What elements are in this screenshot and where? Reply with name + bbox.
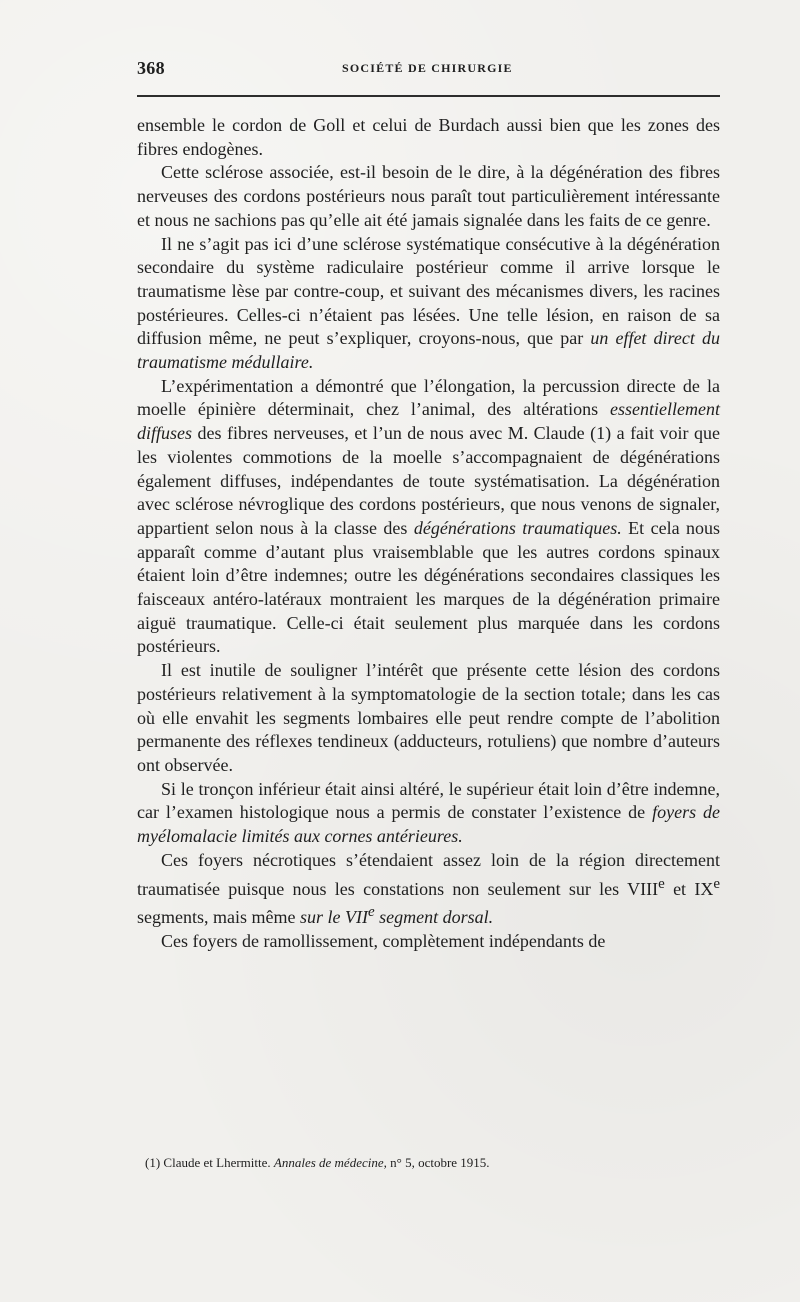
paragraph xyxy=(137,659,720,778)
paragraph xyxy=(137,233,720,375)
header-rule xyxy=(137,95,720,97)
paragraph xyxy=(137,778,720,849)
paragraph-text: Ces foyers de ramollissement, complètement indépendants de xyxy=(161,930,606,951)
paragraph-text: et IX xyxy=(664,878,714,899)
paragraph-text: L’expérimentation a démontré que l’élongation, la percussion directe de la moelle épinière déterminait, chez l’animal, des altérations xyxy=(137,375,720,420)
paragraph-continuation xyxy=(137,114,720,161)
italic-superscript: e xyxy=(367,904,375,921)
paragraph-text: Cette sclérose associée, est-il besoin de le dire, à la dégénération des fibres nerveuses des cordons postérieurs nous paraît tout particulièrement intéressante et nous ne sachions pas qu’elle ait été jamais signalée dans les faits de ce genre. xyxy=(137,162,720,230)
page-header xyxy=(137,58,720,86)
footnote-author: Claude et Lhermitte. xyxy=(163,1155,271,1170)
italic-phrase: un effet direct du traumatisme médullaire. xyxy=(137,328,720,373)
paragraph-text: des fibres nerveuses, et l’un de nous avec M. Claude (1) a fait voir que les violentes commotions de la moelle s’accompagnaient de dégénérations également diffuses, indépendantes de toute systématisation. La dégénération avec sclérose névroglique des cordons postérieurs, que nous venons de signaler, appartient selon nous à la classe des xyxy=(137,423,720,538)
paragraph-text: ensemble le cordon de Goll et celui de Burdach aussi bien que les zones des fibres endogènes. xyxy=(137,115,720,159)
paragraph xyxy=(137,161,720,232)
page-number: 368 xyxy=(137,58,165,78)
italic-phrase: segment dorsal. xyxy=(374,907,494,928)
paragraph-text: Il ne s’agit pas ici d’une sclérose systématique consécutive à la dégénération secondaire du système radiculaire postérieur comme il arrive lorsque le traumatisme lèse par contre-coup, et suivant des mécanismes divers, les racines postérieures. Celles-ci n’étaient pas lésées. Une telle lésion, en raison de sa diffusion même, ne peut s’expliquer, croyons-nous, que par xyxy=(137,233,720,349)
footnote-issue: n° 5, octobre 1915. xyxy=(390,1155,490,1170)
superscript: e xyxy=(658,875,665,892)
superscript: e xyxy=(713,875,720,892)
italic-phrase: essentiellement diffuses xyxy=(137,399,720,444)
footnote xyxy=(145,1154,720,1172)
paragraph-text: Ces foyers nécrotiques s’étendaient assez loin de la région directement traumatisée puisque nous les constations non seulement sur les VIII xyxy=(137,849,720,899)
italic-phrase: sur le VII xyxy=(299,907,368,928)
paragraph-text: Et cela nous apparaît comme d’autant plus vraisemblable que les autres cordons spinaux étaient loin d’être indemnes; outre les dégénérations secondaires classiques les faisceaux antéro-latéraux montraient les marques de la dégénération primaire aiguë traumatique. Celle-ci était seulement plus marquée dans les cordons postérieurs. xyxy=(137,517,720,657)
paragraph xyxy=(137,849,720,930)
paragraph-text: segments, mais même xyxy=(137,907,300,928)
italic-phrase: foyers de myélomalacie limités aux cornes antérieures. xyxy=(137,802,720,847)
paragraph-text: Si le tronçon inférieur était ainsi altéré, le supérieur était loin d’être indemne, car l’examen histologique nous a permis de constater l’existence de xyxy=(137,778,720,823)
paragraph xyxy=(137,930,720,954)
footnote-journal: Annales de médecine, xyxy=(273,1155,387,1170)
italic-phrase: dégénérations traumatiques. xyxy=(413,517,622,538)
running-head: SOCIÉTÉ DE CHIRURGIE xyxy=(342,61,513,75)
body-text xyxy=(137,114,720,954)
paragraph-text: Il est inutile de souligner l’intérêt que présente cette lésion des cordons postérieurs relativement à la symptomatologie de la section totale; dans les cas où elle envahit les segments lombaires elle peut rendre compte de l’abolition permanente des réflexes tendineux (adducteurs, rotuliens) que nombre d’auteurs ont observée. xyxy=(137,660,720,775)
footnote-number: (1) xyxy=(145,1155,161,1170)
paragraph xyxy=(137,375,720,659)
